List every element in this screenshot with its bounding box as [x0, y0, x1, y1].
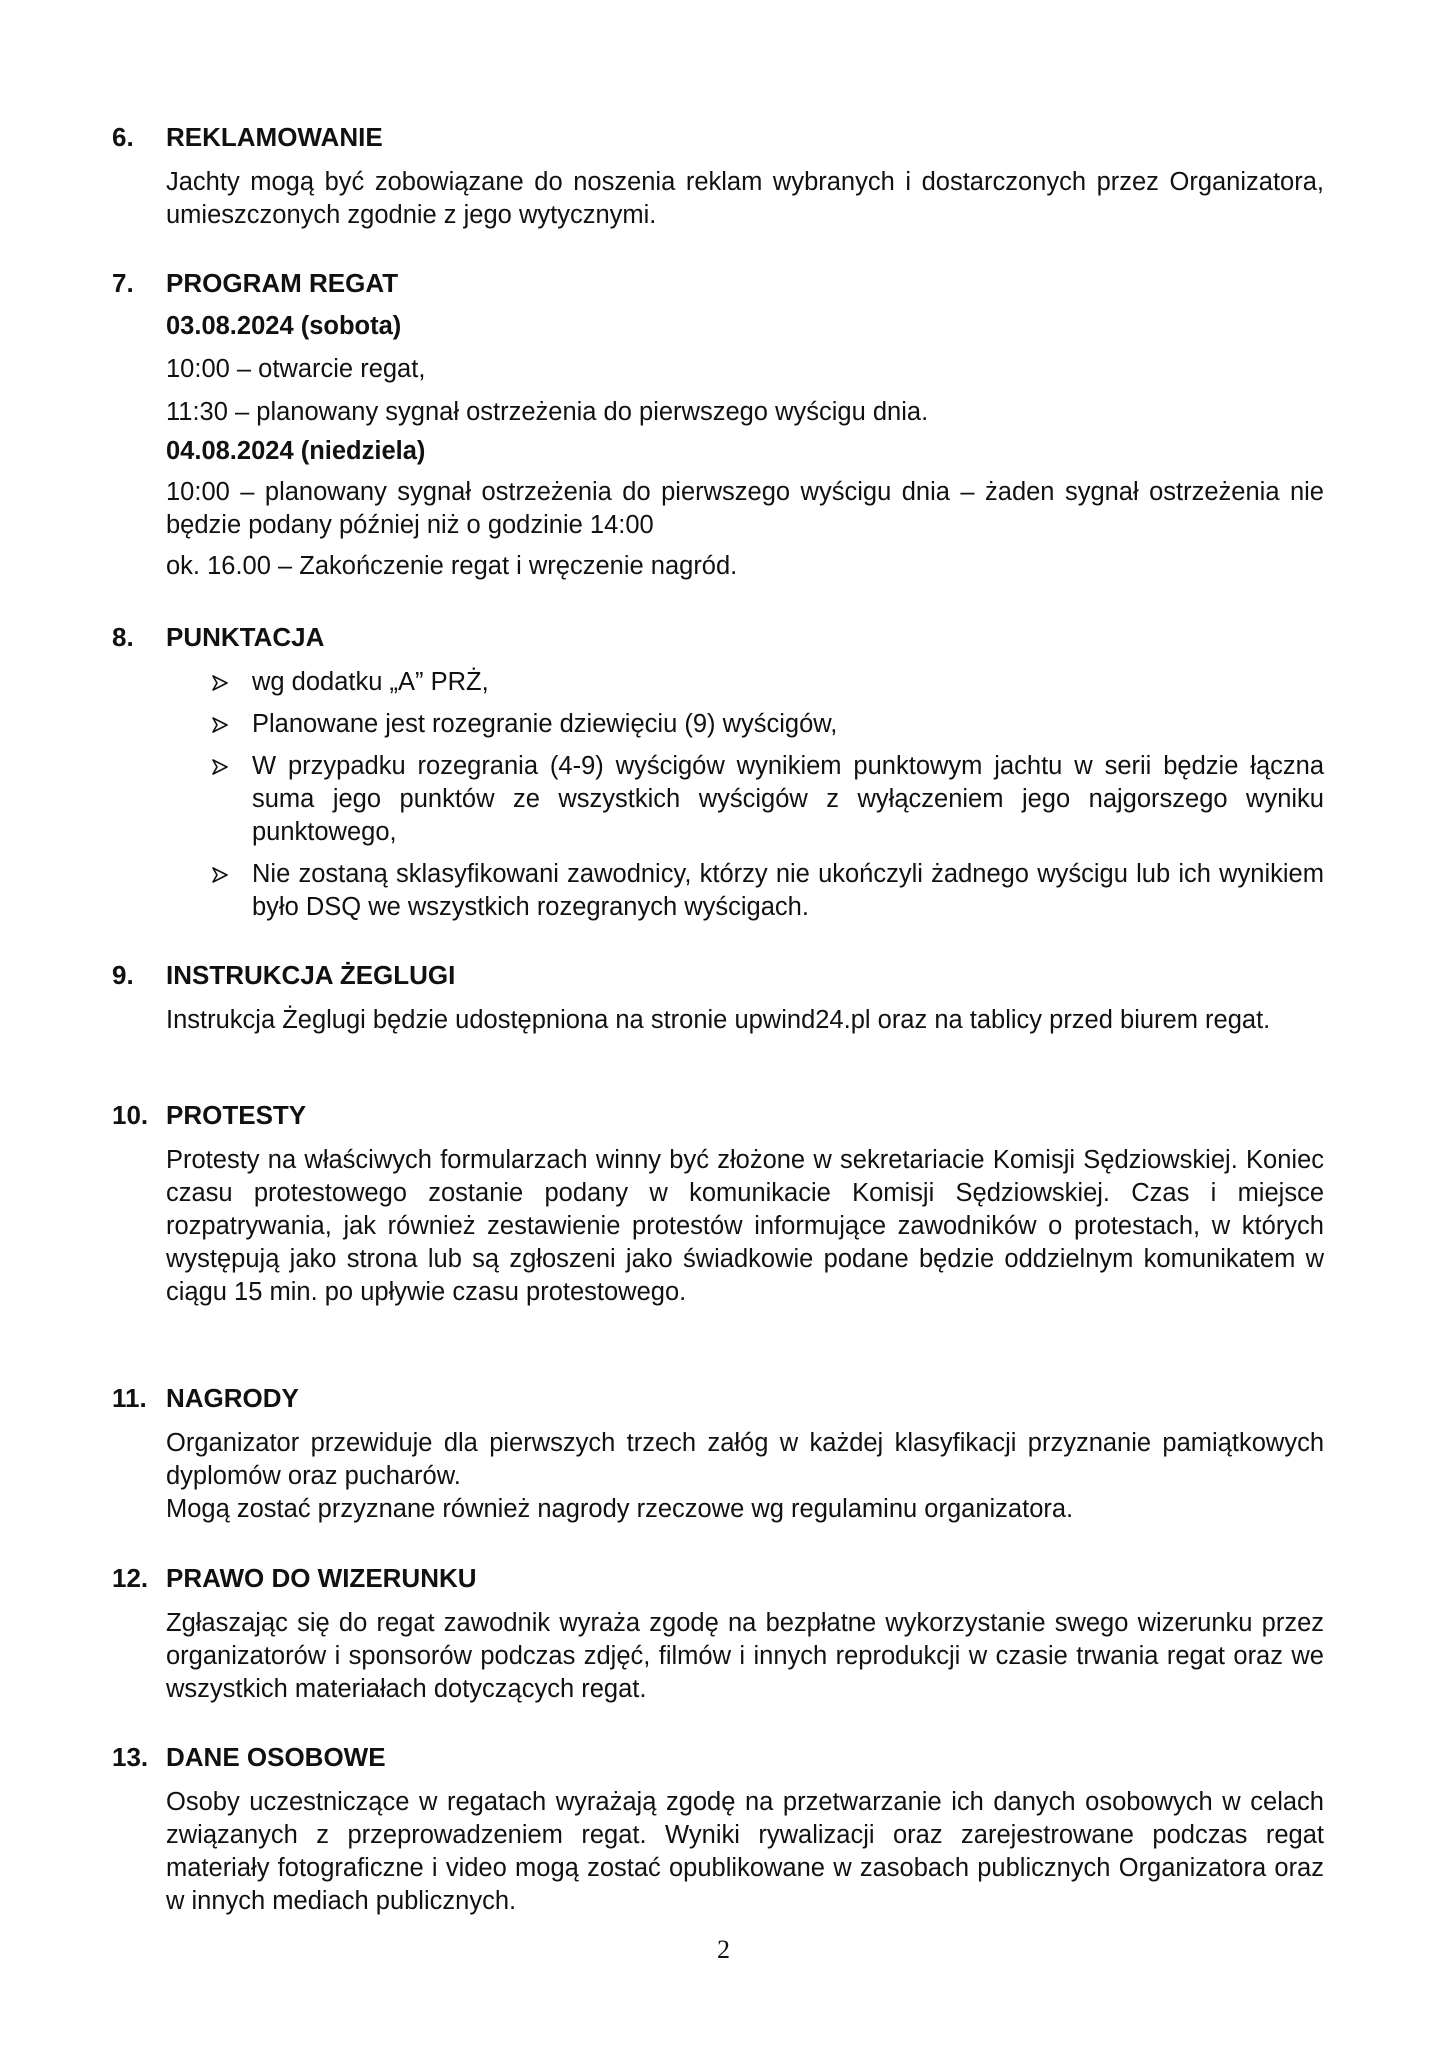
list-item — [212, 708, 1324, 741]
arrowhead-bullet-icon — [212, 867, 228, 883]
section-heading — [112, 1563, 1324, 1593]
section-dane-osobowe — [112, 1742, 1324, 1918]
paragraph: Instrukcja Żeglugi będzie udostępniona na stronie upwind24.pl oraz na tablicy przed biurem regat. — [166, 1006, 1271, 1034]
section-body — [166, 310, 1324, 583]
schedule-item: 10:00 – planowany sygnał ostrzeżenia do pierwszego wyścigu dnia – żaden sygnał ostrzeżenia nie będzie podany później niż o godzinie 14:00 — [166, 478, 1324, 539]
section-body — [166, 1427, 1324, 1526]
section-body — [166, 1786, 1324, 1918]
section-title: DANE OSOBOWE — [166, 1742, 386, 1772]
arrowhead-bullet-icon — [212, 675, 228, 691]
paragraph: Osoby uczestniczące w regatach wyrażają zgodę na przetwarzanie ich danych osobowych w celach związanych z przeprowadzeniem regat. Wyniki rywalizacji oraz zarejestrowane podczas regat materiały fotograficzne i video mogą zostać opublikowane w zasobach publicznych Organizatora oraz w innych mediach publicznych. — [166, 1788, 1324, 1915]
section-program-regat — [112, 268, 1324, 583]
section-heading — [112, 122, 1324, 152]
page-number: 2 — [717, 1935, 730, 1964]
section-number: 9. — [112, 960, 134, 990]
section-heading — [112, 622, 1324, 652]
section-number: 7. — [112, 268, 134, 298]
section-title: PUNKTACJA — [166, 622, 325, 652]
paragraph: Organizator przewiduje dla pierwszych trzech załóg w każdej klasyfikacji przyznanie pamiątkowych dyplomów oraz pucharów. — [166, 1429, 1324, 1490]
list-item — [212, 666, 1324, 699]
section-number: 8. — [112, 622, 134, 652]
section-protesty — [112, 1100, 1324, 1309]
section-title: PRAWO DO WIZERUNKU — [166, 1563, 477, 1593]
section-number: 6. — [112, 122, 134, 152]
section-body — [166, 1607, 1324, 1706]
schedule-item: 10:00 – otwarcie regat, — [166, 355, 426, 383]
section-heading — [112, 268, 1324, 298]
section-heading — [112, 1383, 1324, 1413]
paragraph: Protesty na właściwych formularzach winny być złożone w sekretariacie Komisji Sędziowskiej. Koniec czasu protestowego zostanie podany w komunikacie Komisji Sędziowskiej. Czas i miejsce rozpatrywania, jak również zestawienie protestów informujące zawodników o protestach, w których występują jako strona lub są zgłoszeni jako świadkowie podane będzie oddzielnym komunikatem w ciągu 15 min. po upływie czasu protestowego. — [166, 1146, 1324, 1306]
section-punktacja — [112, 622, 1324, 933]
section-number: 13. — [112, 1742, 149, 1772]
list-item-text: wg dodatku „A” PRŻ, — [252, 668, 489, 696]
list-item-text: Nie zostaną sklasyfikowani zawodnicy, którzy nie ukończyli żadnego wyścigu lub ich wynikiem było DSQ we wszystkich rozegranych wyścigach. — [252, 860, 1324, 921]
section-heading — [112, 960, 1324, 990]
section-title: PROGRAM REGAT — [166, 268, 399, 298]
paragraph: Mogą zostać przyznane również nagrody rzeczowe wg regulaminu organizatora. — [166, 1495, 1074, 1523]
list-item — [212, 858, 1324, 924]
section-body — [166, 166, 1324, 232]
arrowhead-bullet-icon — [212, 717, 228, 733]
section-title: PROTESTY — [166, 1100, 307, 1130]
schedule-date: 04.08.2024 (niedziela) — [166, 437, 426, 465]
section-heading — [112, 1742, 1324, 1772]
list-item-text: W przypadku rozegrania (4-9) wyścigów wynikiem punktowym jachtu w serii będzie łączna suma jego punktów ze wszystkich wyścigów z wyłączeniem jego najgorszego wyniku punktowego, — [252, 752, 1324, 846]
section-nagrody — [112, 1383, 1324, 1526]
section-title: REKLAMOWANIE — [166, 122, 383, 152]
section-number: 10. — [112, 1100, 149, 1130]
arrowhead-bullet-icon — [212, 759, 228, 775]
paragraph: Zgłaszając się do regat zawodnik wyraża zgodę na bezpłatne wykorzystanie swego wizerunku przez organizatorów i sponsorów podczas zdjęć, filmów i innych reprodukcji w czasie trwania regat oraz we wszystkich materiałach dotyczących regat. — [166, 1609, 1324, 1703]
schedule-item: 11:30 – planowany sygnał ostrzeżenia do pierwszego wyścigu dnia. — [166, 398, 929, 426]
section-number: 12. — [112, 1563, 149, 1593]
schedule-item: ok. 16.00 – Zakończenie regat i wręczenie nagród. — [166, 552, 738, 580]
section-reklamowanie — [112, 122, 1324, 232]
section-title: NAGRODY — [166, 1383, 299, 1413]
section-title: INSTRUKCJA ŻEGLUGI — [166, 960, 456, 990]
section-number: 11. — [112, 1383, 147, 1413]
section-heading — [112, 1100, 1324, 1130]
section-body — [166, 1144, 1324, 1309]
section-instrukcja-zeglugi — [112, 960, 1324, 1037]
bullet-list — [212, 666, 1324, 924]
section-body — [166, 1004, 1324, 1037]
list-item — [212, 750, 1324, 849]
schedule-date: 03.08.2024 (sobota) — [166, 312, 402, 340]
list-item-text: Planowane jest rozegranie dziewięciu (9) wyścigów, — [252, 710, 838, 738]
paragraph: Jachty mogą być zobowiązane do noszenia reklam wybranych i dostarczonych przez Organizatora, umieszczonych zgodnie z jego wytycznymi. — [166, 168, 1324, 229]
section-prawo-do-wizerunku — [112, 1563, 1324, 1706]
